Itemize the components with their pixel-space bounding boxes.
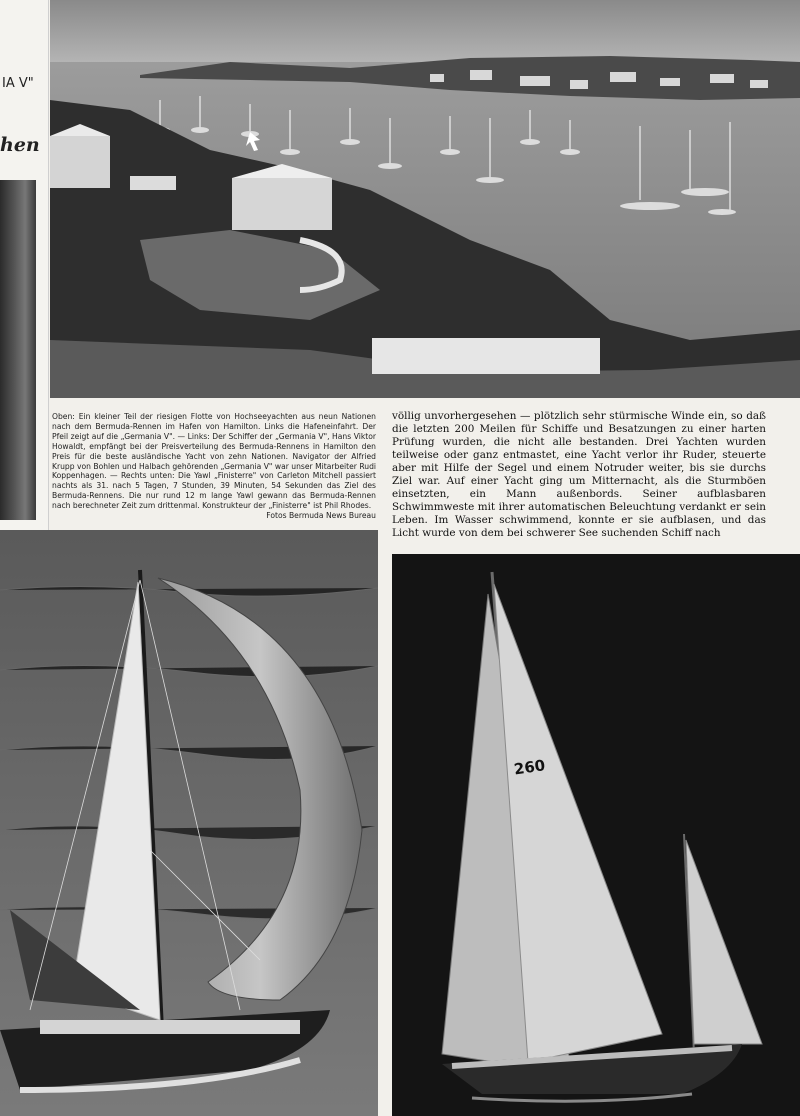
facing-page-fragment-top: IA V"	[2, 76, 34, 91]
yawl-night-illustration	[392, 554, 800, 1116]
spinnaker-yacht-photo	[0, 530, 378, 1116]
article-body-text: völlig unvorhergesehen — plötzlich sehr stürmische Winde ein, so daß die letzten 200 Meilen für Schiffe und Besatzungen zu einer harten Prüfung wurden, die nicht alle bestanden. Drei Yachten wurden teilweise oder ganz entmastet, eine Yacht verlor ihr Ruder, steuerte aber mit Hilfe der Segel und einem Notruder weiter, bis sie durchs Ziel war. Auf einer Yacht ging um Mitternacht, als die Sturmböen einsetzten, ein Mann außenbords. Seiner aufblasbaren Schwimmweste mit ihrer automatischen Beleuchtung verdankt er sein Leben. Im Wasser schwimmend, konnte er sie aufblasen, und das Licht wurde von dem bei schwerer See suchenden Schiff nach	[392, 410, 766, 539]
photo-caption	[52, 412, 376, 521]
finisterre-yawl-photo	[392, 554, 800, 1116]
sail-number: 260	[512, 756, 547, 779]
photo-credit: Fotos Bermuda News Bureau	[266, 511, 376, 521]
harbor-aerial-photo	[50, 0, 800, 398]
photo-caption-text: Oben: Ein kleiner Teil der riesigen Flotte von Hochseeyachten aus neun Nationen nach dem Bermuda-Rennen im Hafen von Hamilton. Links die Hafeneinfahrt. Der Pfeil zeigt auf die „Germania V". — Links: Der Schiffer der „Germania V", Hans Viktor Howaldt, empfängt bei der Preisverteilung des Bermuda-Rennens in Hamilton den Preis für die beste ausländische Yacht von zehn Nationen. Navigator der Alfried Krupp von Bohlen und Halbach gehörenden „Germania V" war unser Mitarbeiter Rudi Koppenhagen. — Rechts unten: Die Yawl „Finisterre" von Carleton Mitchell passiert nachts als 31. nach 5 Tagen, 7 Stunden, 39 Minuten, 54 Sekunden das Ziel des Bermuda-Rennens. Die nur rund 12 m lange Yawl gewann das Bermuda-Rennen nach berechneter Zeit zum drittenmal. Konstrukteur der „Finisterre" ist Phil Rhodes.	[52, 412, 376, 511]
facing-page-fragment-heading: hen	[0, 134, 40, 156]
spinnaker-yacht-illustration	[0, 530, 378, 1116]
harbor-photo-illustration	[50, 0, 800, 398]
book-gutter-shadow	[0, 180, 36, 520]
